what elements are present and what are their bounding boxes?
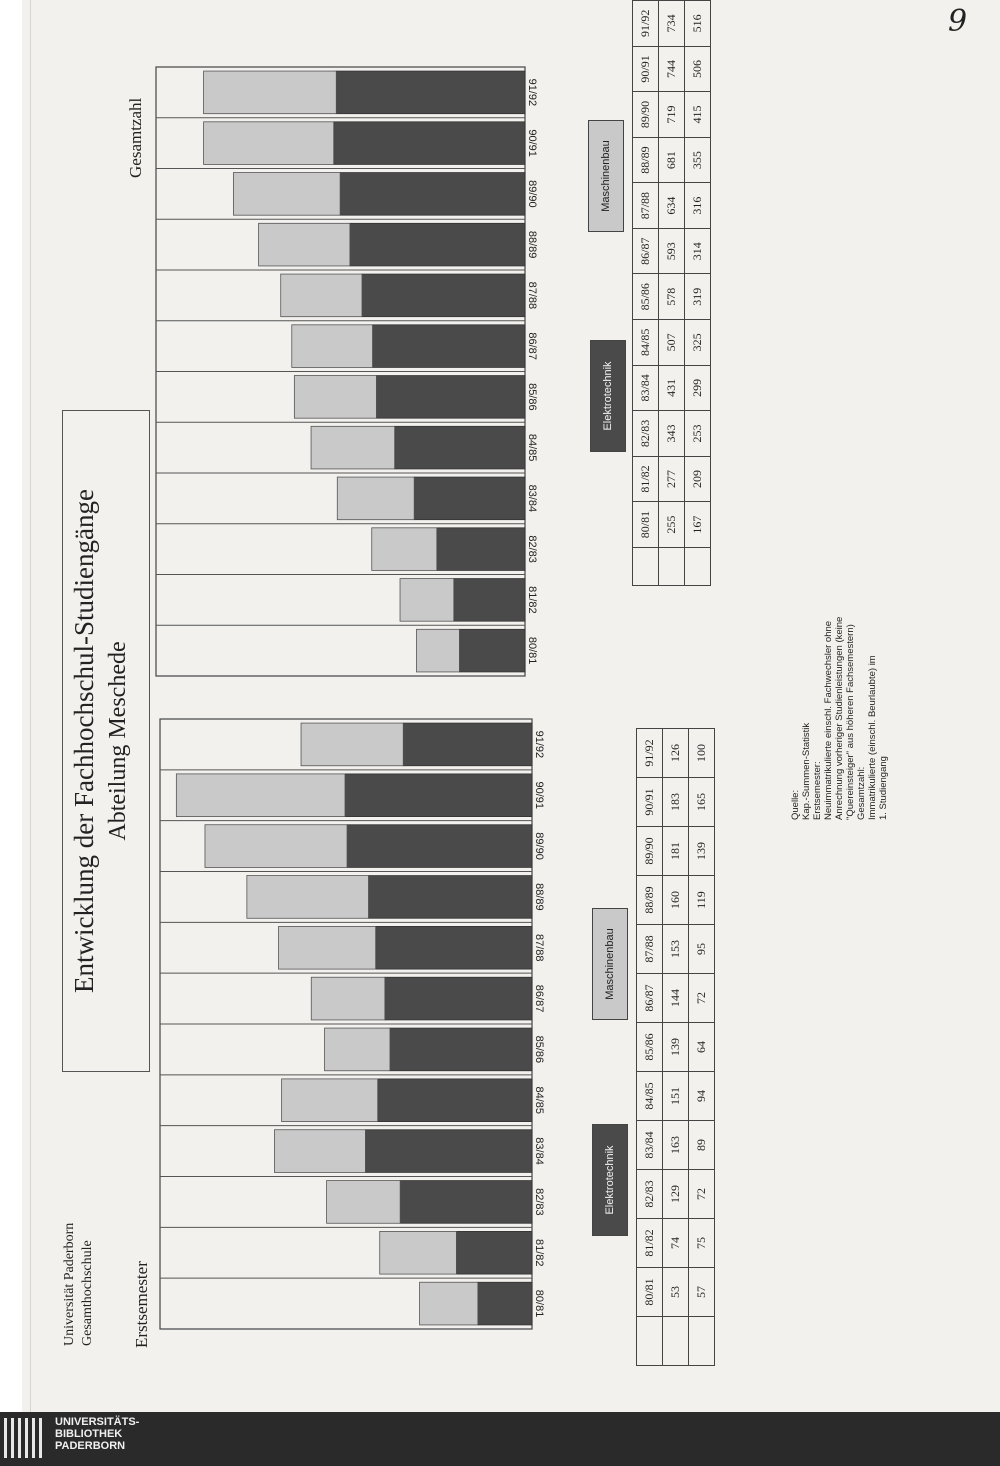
table-cell: 88/89 bbox=[637, 876, 663, 925]
table-cell: 80/81 bbox=[637, 1268, 663, 1317]
bar-elektrotechnik bbox=[373, 325, 525, 368]
bar-maschinenbau bbox=[372, 528, 437, 571]
table-cell bbox=[659, 547, 685, 585]
table-cell: 253 bbox=[685, 411, 711, 457]
table-cell: 82/83 bbox=[637, 1170, 663, 1219]
bar-maschinenbau bbox=[400, 579, 454, 622]
table-cell: 91/92 bbox=[633, 1, 659, 47]
table-cell: 82/83 bbox=[633, 411, 659, 457]
table-cell: 89/90 bbox=[637, 827, 663, 876]
table-cell: 144 bbox=[663, 974, 689, 1023]
note-line: Quelle: bbox=[790, 789, 801, 820]
table-cell: 89/90 bbox=[633, 92, 659, 138]
institution-line-2: Gesamthochschule bbox=[80, 1240, 95, 1346]
table-cell: 355 bbox=[685, 137, 711, 183]
table-cell: 593 bbox=[659, 228, 685, 274]
table-cell: 90/91 bbox=[633, 46, 659, 92]
legend-maschinenbau-2: Maschinenbau bbox=[588, 120, 624, 232]
table-cell: 94 bbox=[689, 1072, 715, 1121]
table-cell: 87/88 bbox=[637, 925, 663, 974]
note-line: Anrechnung vorheriger Studienleistungen (keine bbox=[834, 616, 845, 820]
page-number: 9 bbox=[948, 4, 968, 39]
table-cell: 91/92 bbox=[637, 729, 663, 778]
table-cell: 84/85 bbox=[637, 1072, 663, 1121]
table-cell bbox=[633, 547, 659, 585]
table-cell: 57 bbox=[689, 1268, 715, 1317]
table-cell: 181 bbox=[663, 827, 689, 876]
table-cell: 319 bbox=[685, 274, 711, 320]
table-cell: 83/84 bbox=[633, 365, 659, 411]
table-cell: 86/87 bbox=[633, 228, 659, 274]
institution-line-1: Universität Paderborn bbox=[62, 1222, 77, 1346]
table-cell: 89 bbox=[689, 1121, 715, 1170]
x-tick-label: 83/84 bbox=[526, 484, 538, 513]
table-cell: 343 bbox=[659, 411, 685, 457]
table-row bbox=[633, 1, 659, 586]
table-cell: 151 bbox=[663, 1072, 689, 1121]
table-cell: 64 bbox=[689, 1023, 715, 1072]
bar-elektrotechnik bbox=[362, 274, 525, 317]
x-tick-label: 80/81 bbox=[526, 636, 538, 665]
bar-maschinenbau bbox=[416, 629, 459, 672]
table-cell: 165 bbox=[689, 778, 715, 827]
table-cell: 415 bbox=[685, 92, 711, 138]
table-cell: 72 bbox=[689, 1170, 715, 1219]
table-cell: 209 bbox=[685, 456, 711, 502]
table-cell: 85/86 bbox=[637, 1023, 663, 1072]
table-cell: 72 bbox=[689, 974, 715, 1023]
x-tick-label: 84/85 bbox=[526, 433, 538, 462]
bar-elektrotechnik bbox=[334, 122, 525, 165]
x-tick-label: 82/83 bbox=[533, 1188, 545, 1216]
bar-elektrotechnik bbox=[414, 477, 525, 520]
table-cell: 578 bbox=[659, 274, 685, 320]
table-cell: 507 bbox=[659, 320, 685, 366]
x-tick-label: 91/92 bbox=[526, 78, 538, 107]
table-cell: 85/86 bbox=[633, 274, 659, 320]
table-cell: 316 bbox=[685, 183, 711, 229]
note-line: "Quereinsteiger" aus höheren Fachsemestern) bbox=[845, 624, 856, 820]
notes-block bbox=[790, 617, 889, 820]
bar-maschinenbau bbox=[294, 376, 376, 419]
bar-elektrotechnik bbox=[395, 426, 525, 469]
x-tick-label: 88/89 bbox=[533, 883, 545, 911]
table-cell: 88/89 bbox=[633, 137, 659, 183]
footer-bar bbox=[0, 1412, 1000, 1466]
x-tick-label: 85/86 bbox=[526, 383, 538, 411]
table-cell: 734 bbox=[659, 1, 685, 47]
bar-maschinenbau bbox=[204, 71, 337, 114]
table-cell: 84/85 bbox=[633, 320, 659, 366]
table-cell: 81/82 bbox=[637, 1219, 663, 1268]
table-cell bbox=[685, 547, 711, 585]
bar-maschinenbau bbox=[204, 122, 334, 165]
erstsemester-table bbox=[636, 728, 715, 1366]
table-cell: 167 bbox=[685, 502, 711, 548]
chart-1-title: Erstsemester bbox=[132, 1261, 151, 1348]
x-tick-label: 87/88 bbox=[526, 281, 538, 310]
note-line: Erstsemester: bbox=[812, 761, 823, 820]
bar-maschinenbau bbox=[311, 426, 395, 469]
table-cell: 139 bbox=[689, 827, 715, 876]
bar-maschinenbau bbox=[233, 173, 340, 216]
table-cell bbox=[637, 1317, 663, 1366]
table-cell: 160 bbox=[663, 876, 689, 925]
library-logo-text bbox=[55, 1416, 139, 1452]
gesamtzahl-table bbox=[632, 0, 711, 586]
x-tick-label: 90/91 bbox=[526, 129, 538, 157]
table-cell bbox=[689, 1317, 715, 1366]
table-cell: 506 bbox=[685, 46, 711, 92]
table-cell: 299 bbox=[685, 365, 711, 411]
x-tick-label: 90/91 bbox=[533, 781, 545, 810]
page-subtitle: Abteilung Meschede bbox=[105, 641, 131, 841]
x-tick-label: 89/90 bbox=[526, 180, 538, 208]
table-row bbox=[663, 729, 689, 1366]
x-tick-label: 88/89 bbox=[526, 230, 538, 259]
table-cell: 100 bbox=[689, 729, 715, 778]
x-tick-label: 86/87 bbox=[526, 332, 538, 360]
x-tick-label: 84/85 bbox=[533, 1086, 545, 1115]
table-cell: 119 bbox=[689, 876, 715, 925]
bar-elektrotechnik bbox=[376, 376, 525, 419]
legend-elektrotechnik-1: Elektrotechnik bbox=[592, 1124, 628, 1236]
table-cell: 314 bbox=[685, 228, 711, 274]
table-cell: 74 bbox=[663, 1219, 689, 1268]
bar-maschinenbau bbox=[292, 325, 373, 368]
table-cell: 277 bbox=[659, 456, 685, 502]
chart-2-title: Gesamtzahl bbox=[126, 97, 145, 178]
x-tick-label: 81/82 bbox=[533, 1238, 545, 1267]
table-cell: 431 bbox=[659, 365, 685, 411]
table-cell: 255 bbox=[659, 502, 685, 548]
table-row bbox=[637, 729, 663, 1366]
legend-elektrotechnik-2: Elektrotechnik bbox=[590, 340, 626, 452]
bar-elektrotechnik bbox=[459, 629, 525, 672]
table-cell: 75 bbox=[689, 1219, 715, 1268]
bar-elektrotechnik bbox=[437, 528, 525, 571]
table-cell: 183 bbox=[663, 778, 689, 827]
table-cell: 516 bbox=[685, 1, 711, 47]
x-tick-label: 82/83 bbox=[526, 535, 538, 563]
legend-maschinenbau-1: Maschinenbau bbox=[592, 908, 628, 1020]
logo-line: PADERBORN bbox=[55, 1440, 126, 1452]
x-tick-label: 83/84 bbox=[533, 1137, 545, 1165]
x-tick-label: 85/86 bbox=[533, 1035, 545, 1064]
page-title: Entwicklung der Fachhochschul-Studiengänge bbox=[69, 489, 99, 993]
x-tick-label: 86/87 bbox=[533, 984, 545, 1013]
note-line: Kap.-Summen-Statistik bbox=[801, 722, 812, 820]
table-cell: 634 bbox=[659, 183, 685, 229]
table-cell: 53 bbox=[663, 1268, 689, 1317]
table-cell: 80/81 bbox=[633, 502, 659, 548]
table-row bbox=[685, 1, 711, 586]
table-cell: 139 bbox=[663, 1023, 689, 1072]
note-line: Gesamtzahl: bbox=[856, 766, 867, 820]
table-cell: 126 bbox=[663, 729, 689, 778]
x-tick-label: 91/92 bbox=[533, 730, 545, 759]
bar-maschinenbau bbox=[259, 223, 350, 266]
library-logo-icon bbox=[4, 1418, 50, 1458]
table-cell: 83/84 bbox=[637, 1121, 663, 1170]
table-cell: 163 bbox=[663, 1121, 689, 1170]
bar-elektrotechnik bbox=[350, 223, 525, 266]
x-tick-label: 81/82 bbox=[526, 586, 538, 614]
x-tick-label: 89/90 bbox=[533, 832, 545, 860]
bar-elektrotechnik bbox=[340, 173, 525, 216]
table-cell: 153 bbox=[663, 925, 689, 974]
bar-elektrotechnik bbox=[454, 579, 525, 622]
table-cell: 81/82 bbox=[633, 456, 659, 502]
table-row bbox=[689, 729, 715, 1366]
bar-elektrotechnik bbox=[336, 71, 525, 114]
note-line: 1. Studiengang bbox=[878, 756, 889, 820]
table-row bbox=[659, 1, 685, 586]
table-cell: 719 bbox=[659, 92, 685, 138]
table-cell bbox=[663, 1317, 689, 1366]
note-line: Neuimmatrikulierte einschl. Fachwechsler ohne bbox=[823, 620, 834, 820]
bar-maschinenbau bbox=[337, 477, 414, 520]
logo-line: BIBLIOTHEK bbox=[55, 1428, 123, 1440]
bar-maschinenbau bbox=[281, 274, 362, 317]
table-cell: 744 bbox=[659, 46, 685, 92]
table-cell: 681 bbox=[659, 137, 685, 183]
x-tick-label: 80/81 bbox=[533, 1289, 545, 1318]
table-cell: 95 bbox=[689, 925, 715, 974]
table-cell: 86/87 bbox=[637, 974, 663, 1023]
logo-line: UNIVERSITÄTS- bbox=[55, 1416, 140, 1428]
table-cell: 90/91 bbox=[637, 778, 663, 827]
table-cell: 129 bbox=[663, 1170, 689, 1219]
note-line: Immatrikulierte (einschl. Beurlaubte) im bbox=[867, 655, 878, 820]
x-tick-label: 87/88 bbox=[533, 933, 545, 962]
table-cell: 87/88 bbox=[633, 183, 659, 229]
table-cell: 325 bbox=[685, 320, 711, 366]
